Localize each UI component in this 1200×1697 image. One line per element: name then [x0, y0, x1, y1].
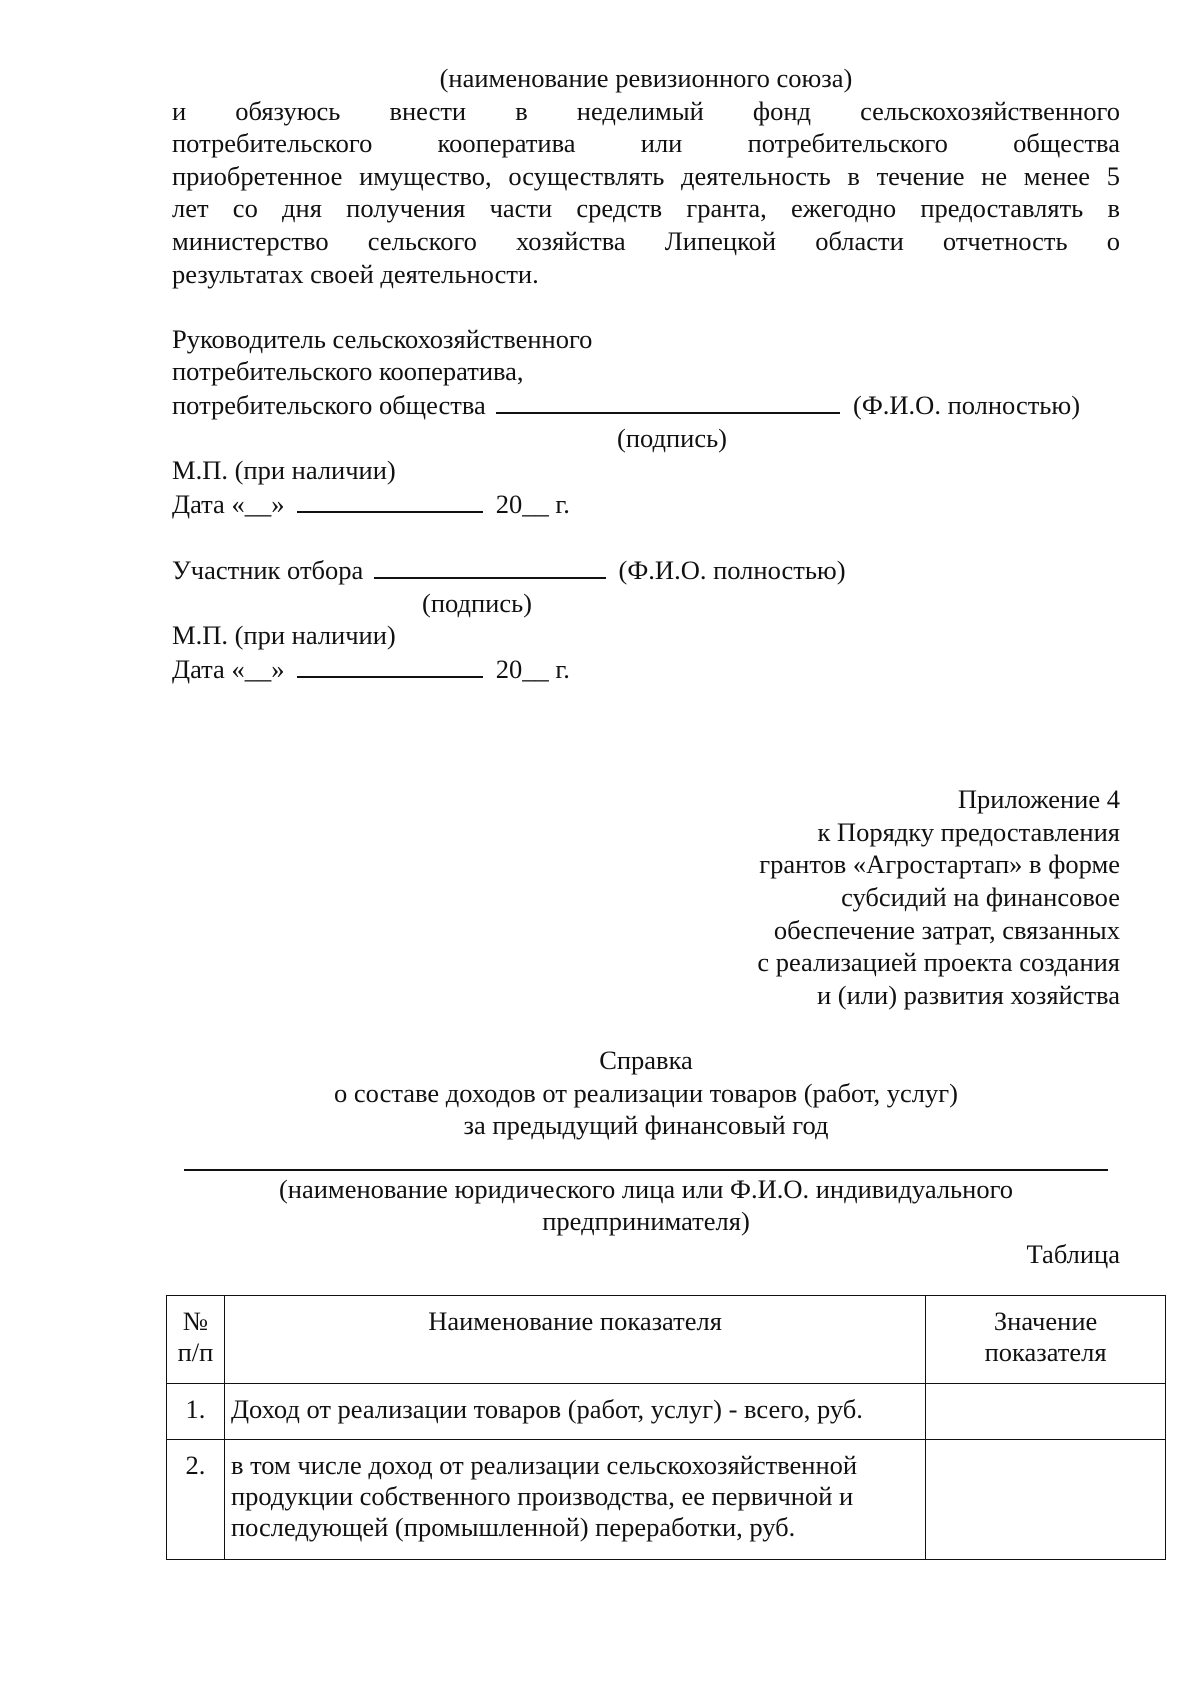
certificate-subtitle: о составе доходов от реализации товаров (работ, услуг) [334, 1077, 958, 1108]
date-year: 20__ г. [495, 488, 570, 519]
pledge-paragraph [172, 95, 1120, 291]
appendix-line: с реализацией проекта создания [757, 947, 1120, 978]
head-title-line: Руководитель сельскохозяйственного [172, 323, 593, 354]
certificate-title: Справка [599, 1045, 693, 1076]
document-page [172, 62, 1120, 1560]
date-year: 20__ г. [495, 653, 570, 684]
date-prefix: Дата «__» [172, 488, 285, 519]
signature-blank [374, 553, 606, 579]
header-value-line: показателя [984, 1336, 1107, 1367]
signature-caption: (подпись) [422, 587, 533, 618]
date-line [172, 652, 1120, 686]
row-name: Доход от реализации товаров (работ, услуг) - всего, руб. [224, 1383, 925, 1439]
entity-caption-line: (наименование юридического лица или Ф.И.О. индивидуального [278, 1173, 1014, 1204]
signature-caption: (подпись) [617, 422, 728, 453]
header-num [167, 1295, 225, 1383]
pledge-line: министерство сельского хозяйства Липецкой области отчетность о [172, 225, 1120, 256]
date-prefix: Дата «__» [172, 653, 285, 684]
table-header-row [167, 1295, 1166, 1383]
date-blank [297, 487, 483, 513]
entity-caption-line: предпринимателя) [542, 1206, 750, 1237]
row-num: 2. [167, 1439, 225, 1559]
income-table [166, 1295, 1166, 1560]
appendix-line: Приложение 4 [957, 784, 1120, 815]
header-num-line: № [182, 1305, 209, 1336]
stamp-note: М.П. (при наличии) [172, 620, 396, 651]
participant-label: Участник отбора [172, 554, 364, 585]
pledge-line: результатах своей деятельности. [172, 258, 539, 289]
table-label: Таблица [1026, 1239, 1120, 1269]
entity-name-blank [184, 1169, 1108, 1171]
certificate-header [172, 1044, 1120, 1142]
table-row [167, 1383, 1166, 1439]
participant-signature-line [172, 553, 1120, 587]
date-line [172, 487, 1120, 521]
row-value [926, 1439, 1166, 1559]
head-title-line: потребительского общества [172, 389, 486, 420]
head-signature-block [172, 323, 1120, 521]
appendix-line: к Порядку предоставления [817, 816, 1120, 847]
row-num: 1. [167, 1383, 225, 1439]
pledge-line: приобретенное имущество, осуществлять деятельность в течение не менее 5 [172, 160, 1120, 191]
header-name: Наименование показателя [224, 1295, 925, 1383]
appendix-line: грантов «Агростартап» в форме [759, 849, 1120, 880]
appendix-block [172, 783, 1120, 1011]
pledge-line: лет со дня получения части средств гранта, ежегодно предоставлять в [172, 193, 1120, 224]
head-signature-line [172, 388, 1120, 422]
date-blank [297, 652, 483, 678]
fio-caption: (Ф.И.О. полностью) [853, 389, 1081, 420]
signature-blank [496, 388, 840, 414]
row-name: в том числе доход от реализации сельскохозяйственной продукции собственного производства, ее первичной и последующей (промышленной) переработки, руб. [224, 1439, 925, 1559]
participant-signature-block [172, 553, 1120, 685]
union-caption: (наименование ревизионного союза) [439, 63, 853, 93]
appendix-line: обеспечение затрат, связанных [773, 914, 1120, 945]
stamp-note: М.П. (при наличии) [172, 455, 396, 486]
certificate-subtitle: за предыдущий финансовый год [463, 1110, 829, 1141]
header-value [926, 1295, 1166, 1383]
entity-caption [172, 1173, 1120, 1238]
table-row [167, 1439, 1166, 1559]
pledge-line: потребительского кооператива или потребительского общества [172, 128, 1120, 159]
appendix-line: субсидий на финансовое [841, 882, 1120, 913]
row-value [926, 1383, 1166, 1439]
header-value-line: Значение [993, 1305, 1098, 1336]
header-num-line: п/п [177, 1336, 214, 1367]
appendix-line: и (или) развития хозяйства [816, 979, 1120, 1010]
pledge-line: и обязуюсь внести в неделимый фонд сельскохозяйственного [172, 95, 1120, 126]
head-title-line: потребительского кооператива, [172, 356, 524, 387]
fio-caption: (Ф.И.О. полностью) [618, 554, 846, 585]
